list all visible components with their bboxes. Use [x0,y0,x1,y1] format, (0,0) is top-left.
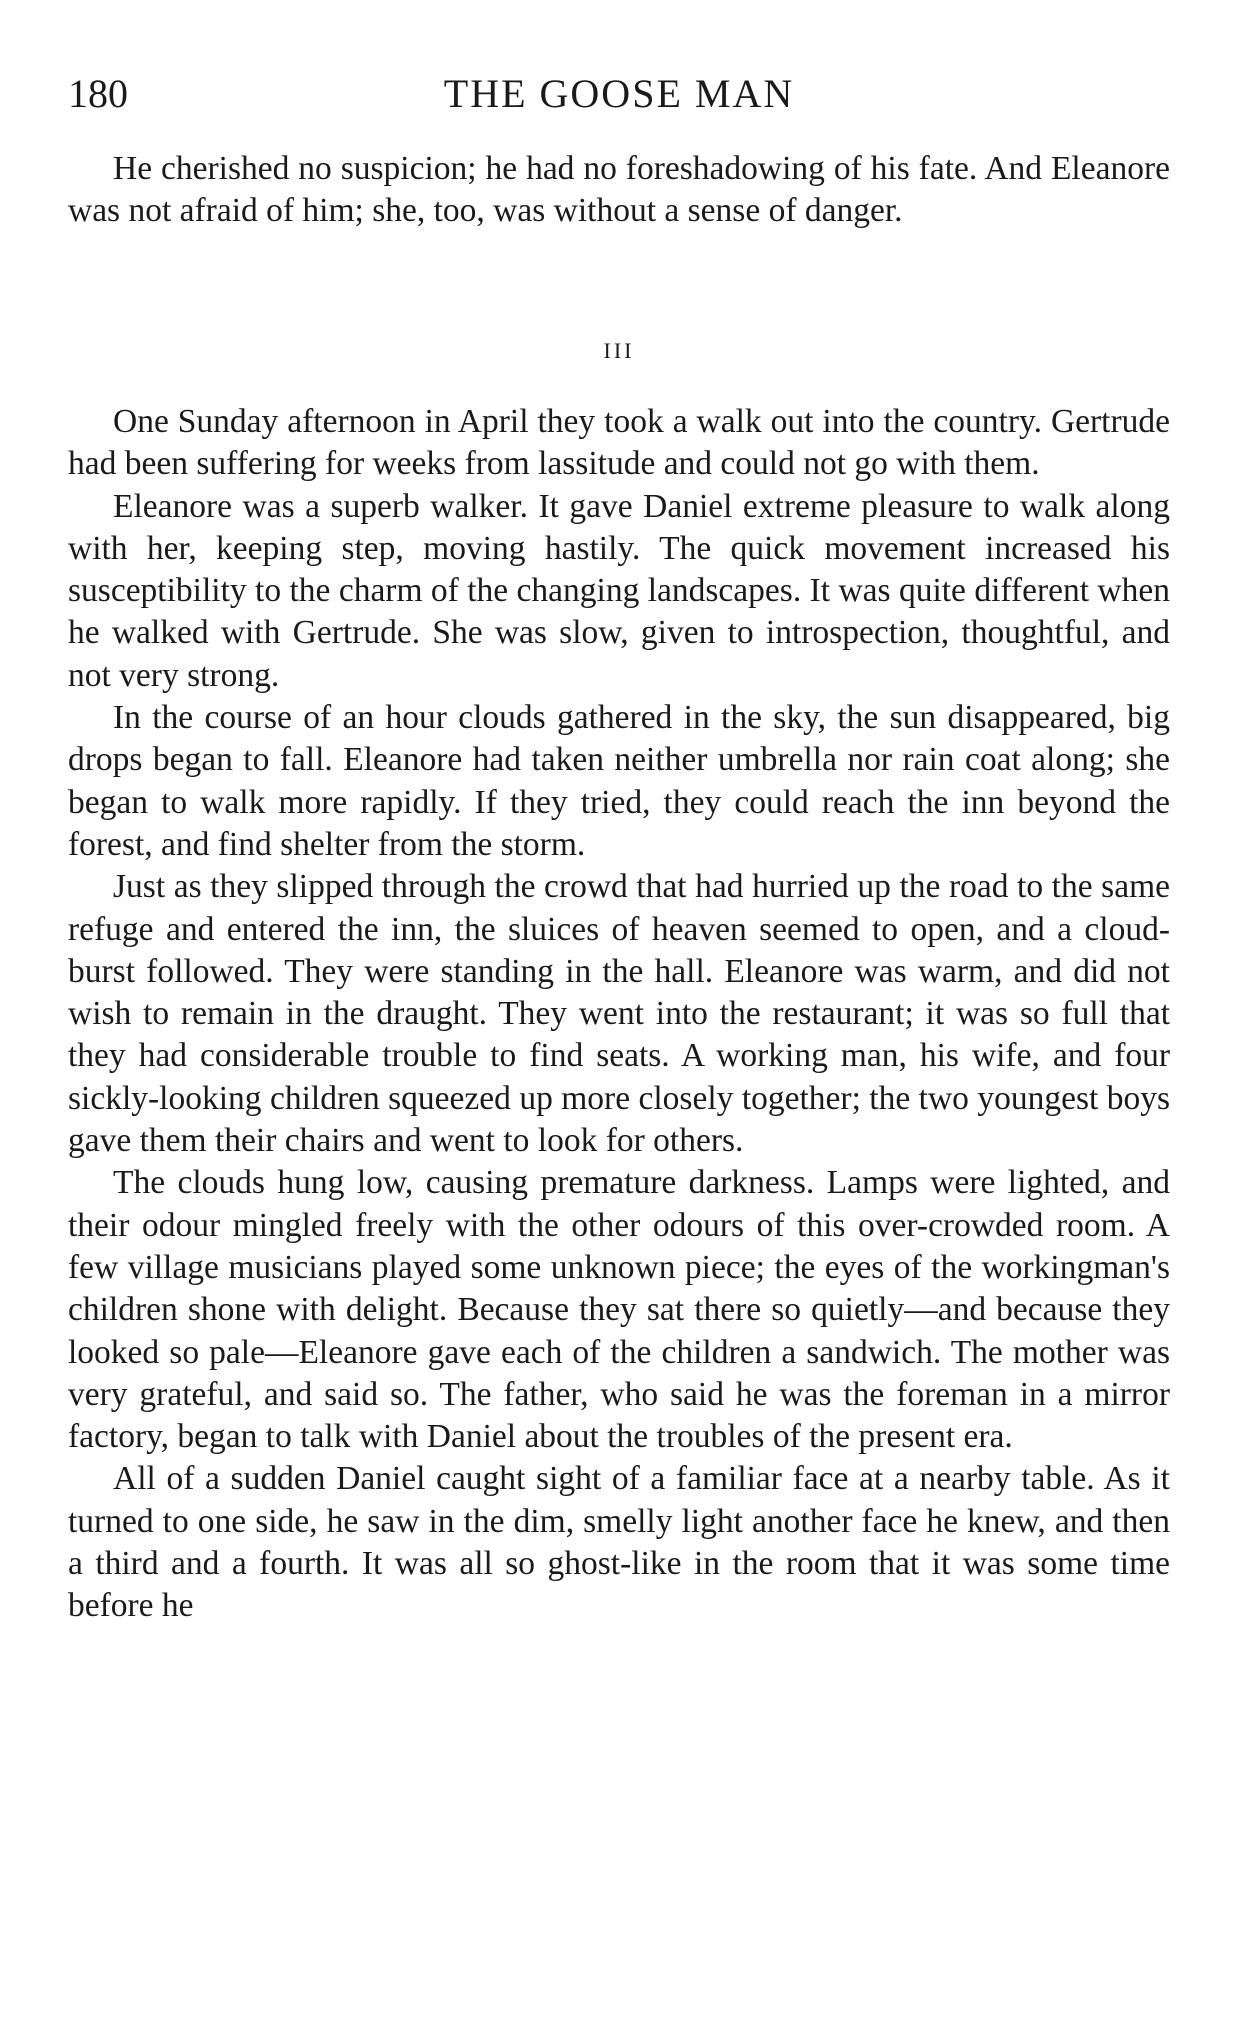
paragraph: All of a sudden Daniel caught sight of a familiar face at a nearby table. As it turned to one side, he saw in the dim, smelly light another face he knew, and then a third and a fourth. It was all so ghost-like in the room that it was some time before he [68,1460,1170,1625]
paragraph: Eleanore was a superb walker. It gave Daniel extreme pleasure to walk along with her, keeping step, moving hastily. The quick movement increased his susceptibility to the charm of the changing landscapes. It was quite different when he walked with Gertrude. She was slow, given to introspection, thoughtful, and not very strong. [68,487,1170,694]
paragraph: Just as they slipped through the crowd that had hurried up the road to the same refuge and entered the inn, the sluices of heaven seemed to open, and a cloud-burst followed. They were standing in the hall. Eleanore was warm, and did not wish to remain in the draught. They went into the restaurant; it was so full that they had considerable trouble to find seats. A working man, his wife, and four sickly-looking children squeezed up more closely together; the two youngest boys gave them their chairs and went to look for others. [68,868,1170,1160]
section-body [68,401,1170,1628]
paragraph: He cherished no suspicion; he had no foreshadowing of his fate. And Eleanore was not afraid of him; she, too, was without a sense of danger. [68,150,1170,230]
opening-paragraph-block [68,148,1170,233]
paragraph: In the course of an hour clouds gathered in the sky, the sun disappeared, big drops began to fall. Eleanore had taken neither umbrella nor rain coat along; she began to walk more rapidly. If they tried, they could reach the inn beyond the forest, and find shelter from the storm. [68,699,1170,863]
running-title: THE GOOSE MAN [443,71,795,116]
section-heading: III [603,338,635,363]
paragraph: One Sunday afternoon in April they took a walk out into the country. Gertrude had been suffering for weeks from lassitude and could not go with them. [68,403,1170,483]
paragraph: The clouds hung low, causing premature darkness. Lamps were lighted, and their odour mingled freely with the other odours of this over-crowded room. A few village musicians played some unknown piece; the eyes of the workingman's children shone with delight. Because they sat there so quietly—and because they looked so pale—Eleanore gave each of the children a sandwich. The mother was very grateful, and said so. The father, who said he was the foreman in a mirror factory, began to talk with Daniel about the troubles of the present era. [68,1164,1170,1456]
page-header [68,68,1170,120]
page-number: 180 [68,71,128,116]
